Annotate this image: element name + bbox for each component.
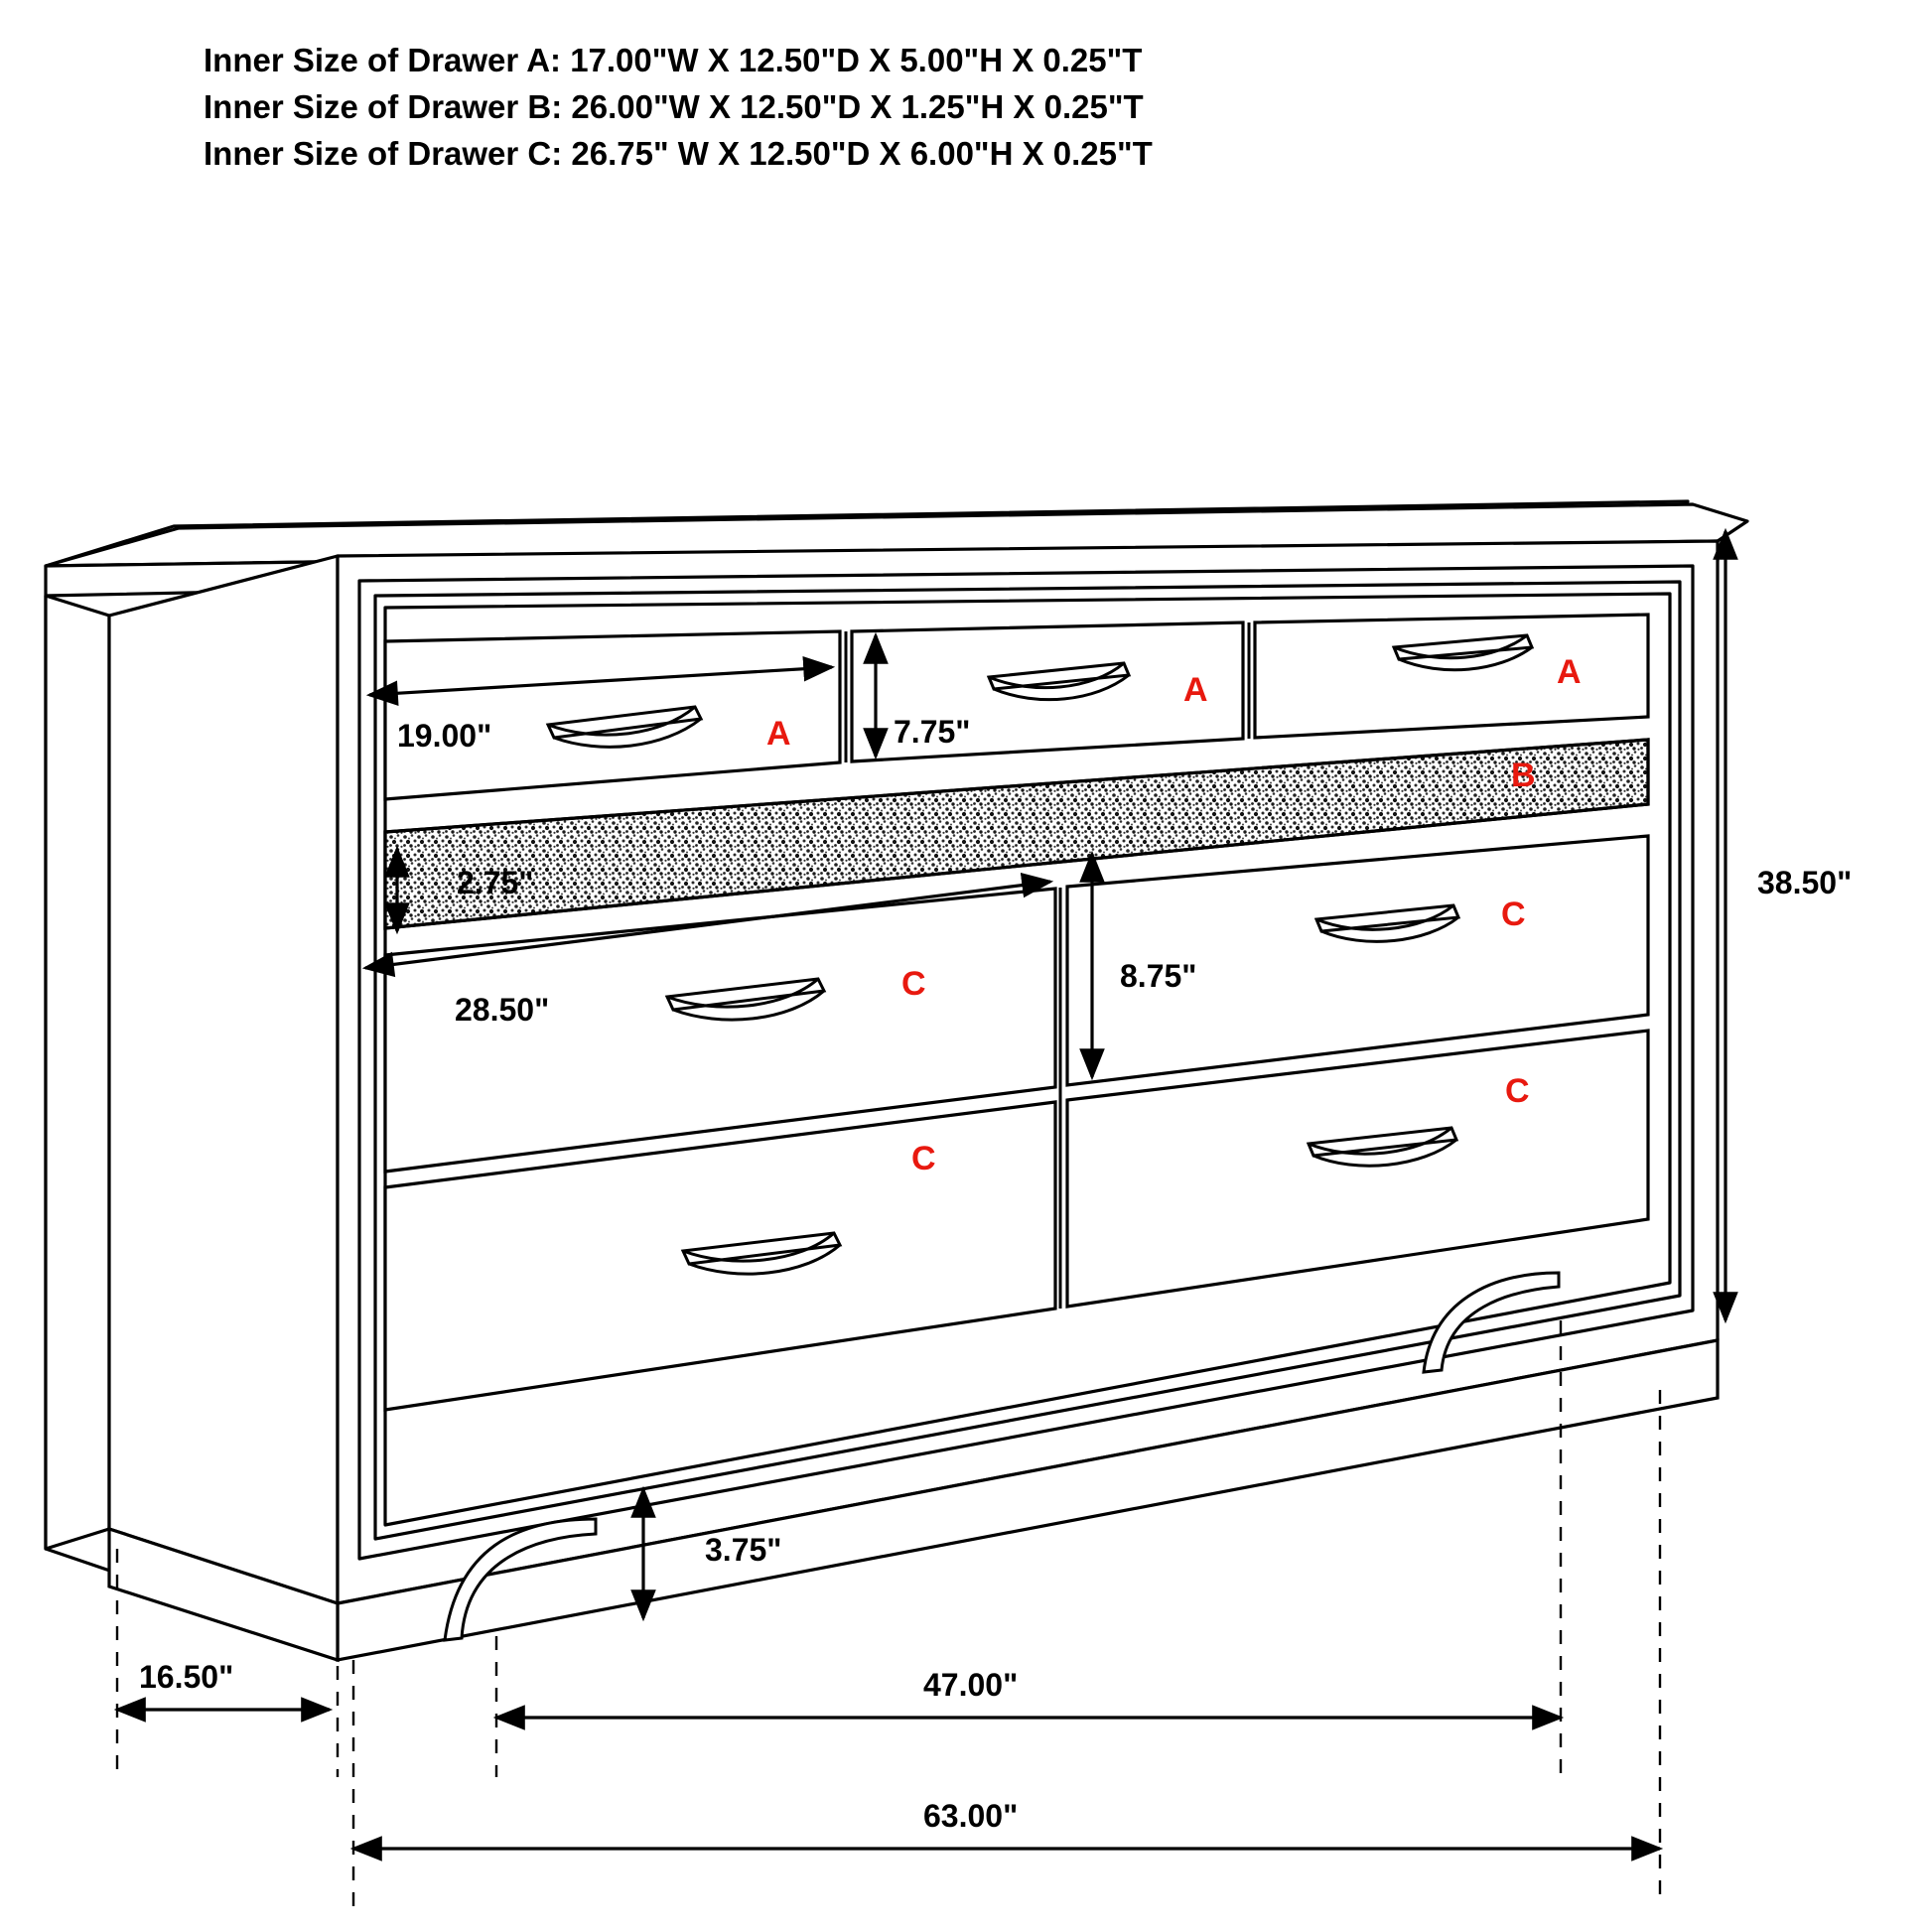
dim-6300-text: 63.00"	[923, 1798, 1019, 1834]
drawer-label-c2: C	[901, 965, 926, 1003]
drawer-label-a3: A	[1557, 653, 1582, 691]
drawer-label-c1: C	[1501, 896, 1526, 933]
drawer-label-c4: C	[911, 1140, 936, 1177]
inner-size-line-a: Inner Size of Drawer A: 17.00"W X 12.50"D X 5.00"H X 0.25"T	[204, 42, 1143, 78]
dim-4700-text: 47.00"	[923, 1667, 1019, 1703]
drawer-a-3	[1255, 615, 1648, 738]
dim-875-text: 8.75"	[1120, 958, 1197, 994]
inner-size-line-c: Inner Size of Drawer C: 26.75" W X 12.50"D X 6.00"H X 0.25"T	[204, 134, 1153, 172]
dim-19-text: 19.00"	[397, 718, 492, 754]
dim-775-text: 7.75"	[894, 714, 971, 750]
drawer-label-c3: C	[1505, 1072, 1530, 1110]
dim-275-text: 2.75"	[457, 865, 534, 900]
dim-2850-text: 28.50"	[455, 992, 550, 1028]
dim-1650-text: 16.50"	[139, 1659, 234, 1695]
drawer-label-b1: B	[1511, 757, 1536, 794]
dim-3850-text: 38.50"	[1757, 865, 1853, 900]
inner-size-line-b: Inner Size of Drawer B: 26.00"W X 12.50"D X 1.25"H X 0.25"T	[204, 87, 1144, 125]
drawer-label-a1: A	[766, 715, 791, 753]
dim-375-text: 3.75"	[705, 1532, 782, 1568]
drawer-label-a2: A	[1183, 671, 1208, 709]
